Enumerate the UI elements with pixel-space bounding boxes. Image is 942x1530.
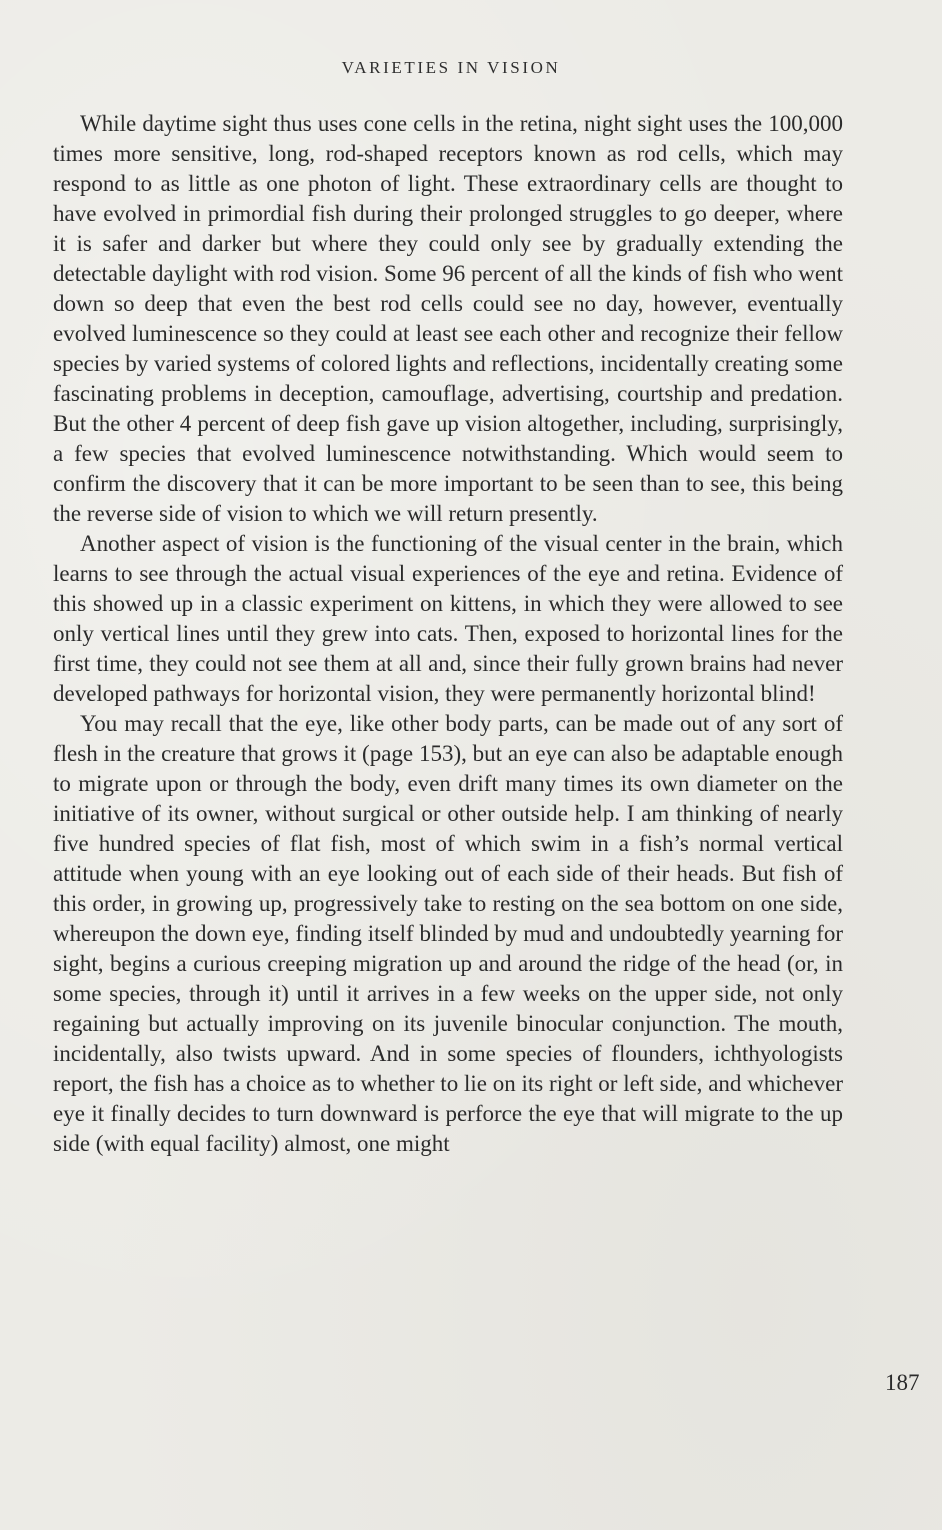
body-text <box>53 109 843 1159</box>
paragraph-1: While daytime sight thus uses cone cells in the retina, night sight uses the 100,000 times more sensitive, long, rod-shaped receptors known as rod cells, which may respond to as little as one photon of light. These extraordinary cells are thought to have evolved in primordial fish during their prolonged struggles to go deeper, where it is safer and darker but where they could only see by gradually extending the detectable daylight with rod vision. Some 96 percent of all the kinds of fish who went down so deep that even the best rod cells could see no day, however, eventually evolved luminescence so they could at least see each other and recognize their fellow species by varied systems of colored lights and reflections, incidentally creating some fascinating problems in deception, camouflage, advertising, courtship and predation. But the other 4 percent of deep fish gave up vision altogether, including, surprisingly, a few species that evolved luminescence notwithstanding. Which would seem to confirm the discovery that it can be more important to be seen than to see, this being the reverse side of vision to which we will return presently. <box>53 111 843 526</box>
running-head: VARIETIES IN VISION <box>341 58 561 77</box>
paragraph-3: You may recall that the eye, like other body parts, can be made out of any sort of flesh in the creature that grows it (page 153), but an eye can also be adaptable enough to migrate upon or through the body, even drift many times its own diameter on the initiative of its owner, without surgical or other outside help. I am thinking of nearly five hundred species of flat fish, most of which swim in a fish’s normal vertical attitude when young with an eye looking out of each side of their heads. But fish of this order, in growing up, progressively take to resting on the sea bottom on one side, whereupon the down eye, finding itself blinded by mud and undoubtedly yearning for sight, begins a curious creeping migration up and around the ridge of the head (or, in some species, through it) until it arrives in a few weeks on the upper side, not only regaining but actually improving on its juvenile binocular conjunction. The mouth, incidentally, also twists upward. And in some species of flounders, ichthyologists report, the fish has a choice as to whether to lie on its right or left side, and whichever eye it finally decides to turn downward is perforce the eye that will migrate to the up side (with equal facility) almost, one might <box>53 711 843 1156</box>
page-number: 187 <box>885 1370 920 1395</box>
paragraph-2: Another aspect of vision is the functioning of the visual center in the brain, which learns to see through the actual visual experiences of the eye and retina. Evidence of this showed up in a classic experiment on kittens, in which they were allowed to see only vertical lines until they grew into cats. Then, exposed to horizontal lines for the first time, they could not see them at all and, since their fully grown brains had never developed pathways for horizontal vision, they were permanently horizontal blind! <box>53 531 843 706</box>
